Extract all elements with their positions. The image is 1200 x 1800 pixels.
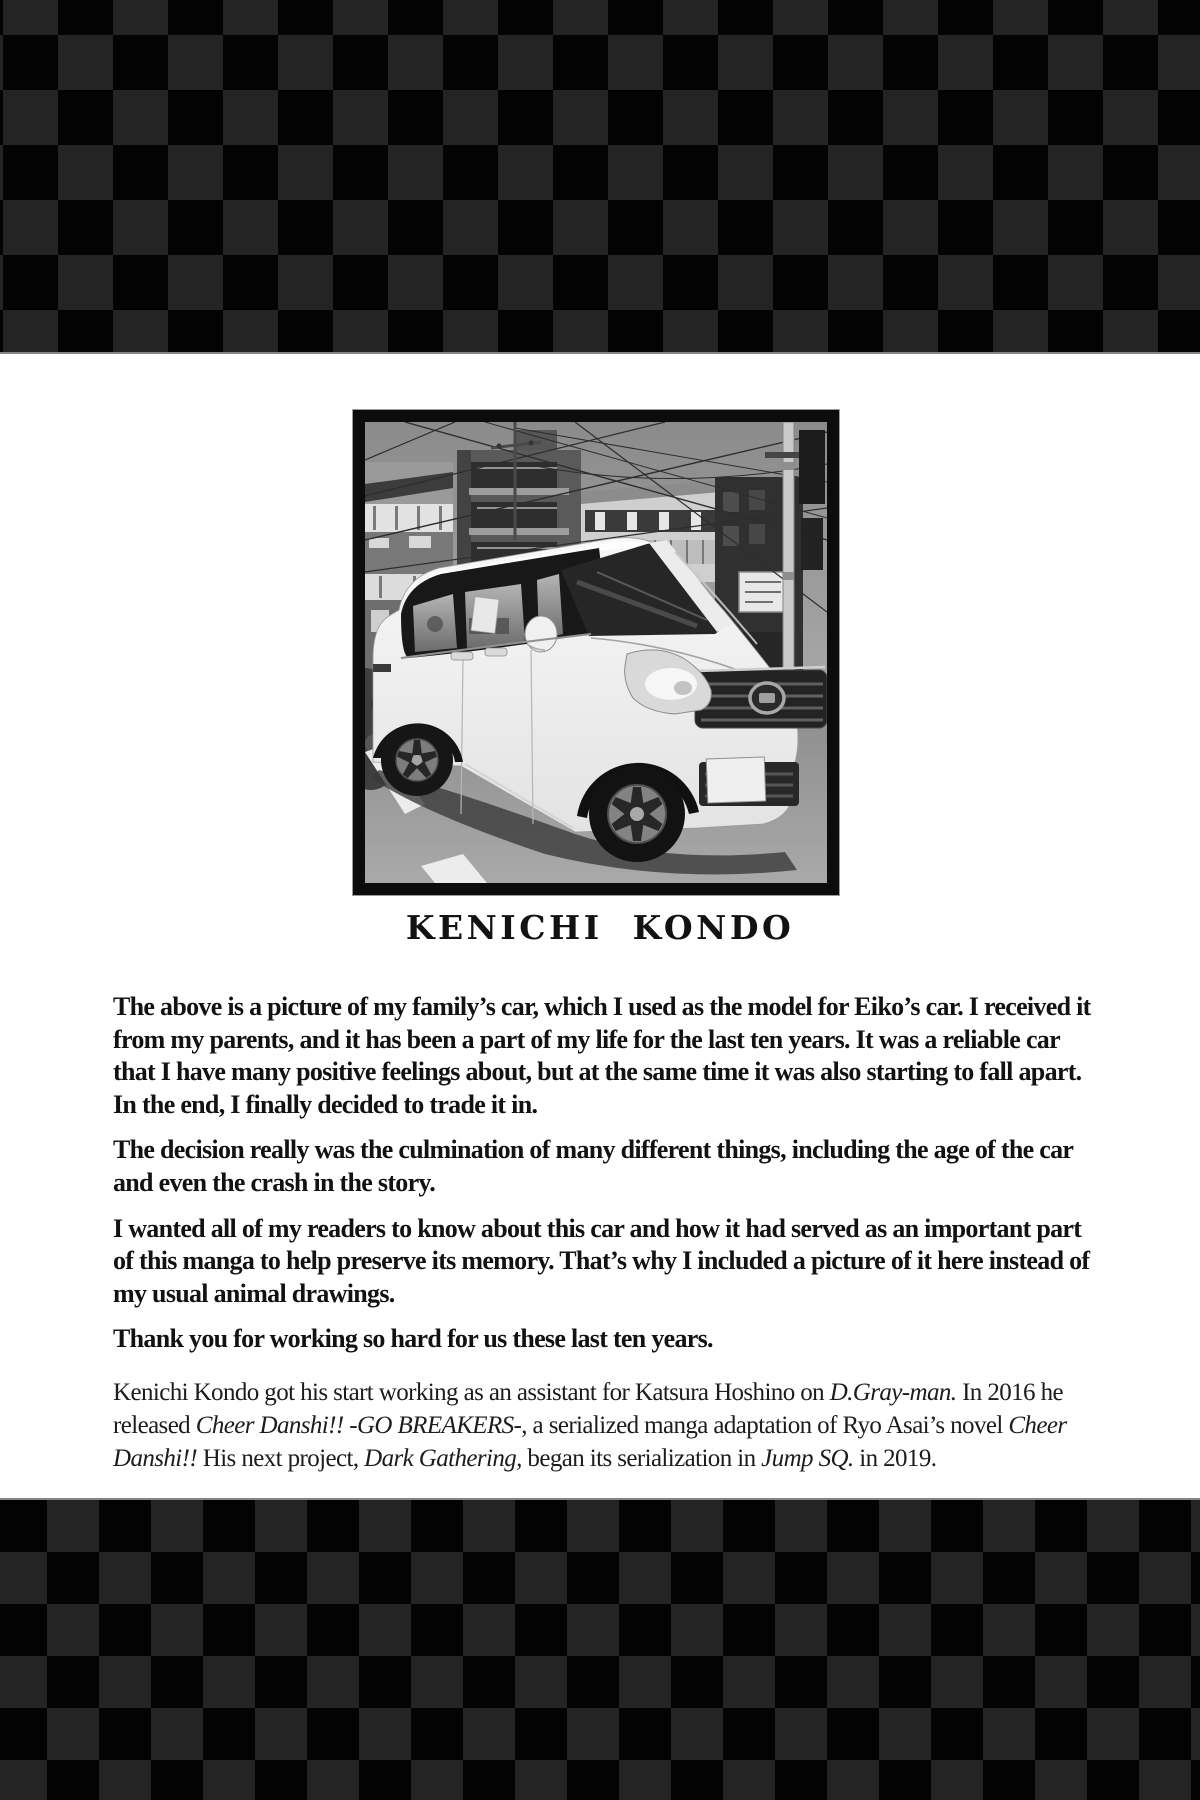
front-grille [695, 667, 827, 728]
afterword-paragraph: Thank you for working so hard for us these last ten years. [113, 1324, 713, 1354]
car-photo [353, 410, 839, 895]
rear-trim [373, 664, 391, 672]
checkerboard-bottom-band [0, 1498, 1200, 1800]
author-name: KENICHI KONDO [405, 908, 795, 947]
afterword-paragraph: The above is a picture of my family’s car, which I used as the model for Eiko’s car. I received it from my parents, and it has been a part of my life for the last ten years. It was a reliable car that I have many positive feelings about, but at the same time it was also starting to fall apart. In the end, I finally decided to trade it in. [113, 992, 1091, 1119]
afterword-text [113, 991, 1103, 1369]
afterword-paragraph: The decision really was the culmination of many different things, including the age of the car and even the crash in the story. [113, 1135, 1073, 1197]
door-handle [451, 652, 473, 660]
afterword-paragraph: I wanted all of my readers to know about this car and how it had served as an important part of this manga to help preserve its memory. That’s why I included a picture of it here instead of my usual animal drawings. [113, 1213, 1090, 1308]
author-bio: Kenichi Kondo got his start working as an assistant for Katsura Hoshino on D.Gray-man. In 2016 he released Cheer Danshi!! -GO BREAKERS-, a serialized manga adaptation of Ryo Asai’s novel Cheer Danshi!! His next project, Dark Gathering, began its serialization in Jump SQ. in 2019. [113, 1379, 1067, 1472]
license-plate [706, 757, 766, 803]
checkerboard-top-band [0, 0, 1200, 354]
front-bumper [699, 757, 799, 806]
door-handle [485, 648, 507, 656]
window-sticker [471, 597, 499, 634]
car-photo-illustration [365, 422, 827, 883]
